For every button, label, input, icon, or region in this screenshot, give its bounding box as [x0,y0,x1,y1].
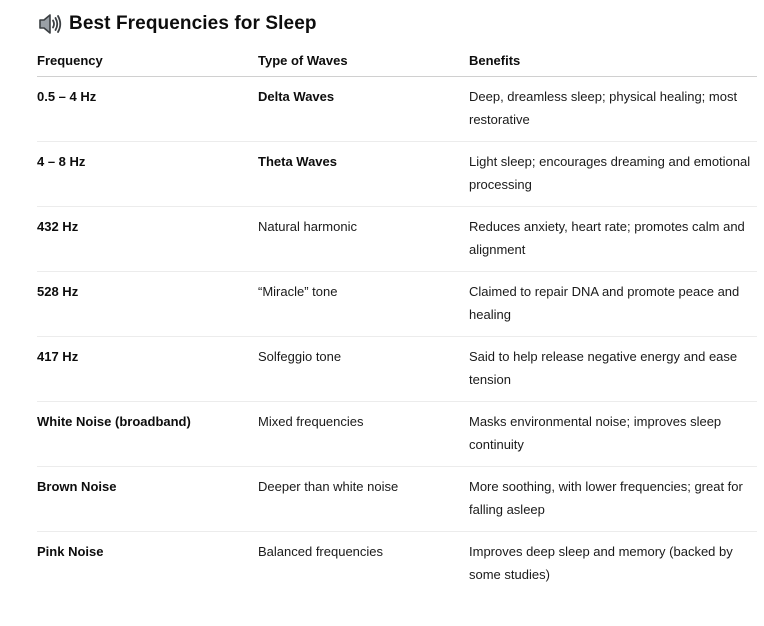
wave-type-cell: Delta Waves [258,89,335,104]
wave-type-cell: “Miracle” tone [258,284,338,299]
benefits-cell: Improves deep sleep and memory (backed by some studies) [469,544,733,582]
table-row [37,207,757,272]
frequency-cell: Brown Noise [37,479,117,494]
speaker-high-volume-icon [38,13,62,35]
wave-type-cell: Balanced frequencies [258,544,384,559]
benefits-cell: Deep, dreamless sleep; physical healing; most restorative [469,89,738,127]
table-row [37,402,757,467]
benefits-cell: Reduces anxiety, heart rate; promotes calm and alignment [469,219,745,257]
frequency-cell: 528 Hz [37,284,79,299]
column-header-benefits: Benefits [469,45,757,77]
frequency-cell: 4 – 8 Hz [37,154,86,169]
benefits-cell: Masks environmental noise; improves sleep continuity [469,414,722,452]
frequency-cell: Pink Noise [37,544,104,559]
table-header-row [37,45,757,77]
table-row [37,142,757,207]
table-row [37,337,757,402]
section-heading [38,10,317,38]
frequency-cell: White Noise (broadband) [37,414,191,429]
benefits-cell: Light sleep; encourages dreaming and emotional processing [469,154,751,192]
frequency-cell: 432 Hz [37,219,79,234]
benefits-cell: Claimed to repair DNA and promote peace and healing [469,284,740,322]
column-header-type: Type of Waves [258,45,469,77]
wave-type-cell: Mixed frequencies [258,414,364,429]
frequency-cell: 0.5 – 4 Hz [37,89,97,104]
wave-type-cell: Solfeggio tone [258,349,342,364]
page-title: Best Frequencies for Sleep [69,13,317,34]
table-row [37,77,757,142]
column-header-frequency: Frequency [37,45,258,77]
wave-type-cell: Deeper than white noise [258,479,399,494]
table-row [37,467,757,532]
frequency-cell: 417 Hz [37,349,79,364]
benefits-cell: Said to help release negative energy and ease tension [469,349,738,387]
wave-type-cell: Theta Waves [258,154,337,169]
table-row [37,272,757,337]
frequencies-table [37,45,757,596]
table-row [37,532,757,597]
wave-type-cell: Natural harmonic [258,219,357,234]
benefits-cell: More soothing, with lower frequencies; great for falling asleep [469,479,743,517]
